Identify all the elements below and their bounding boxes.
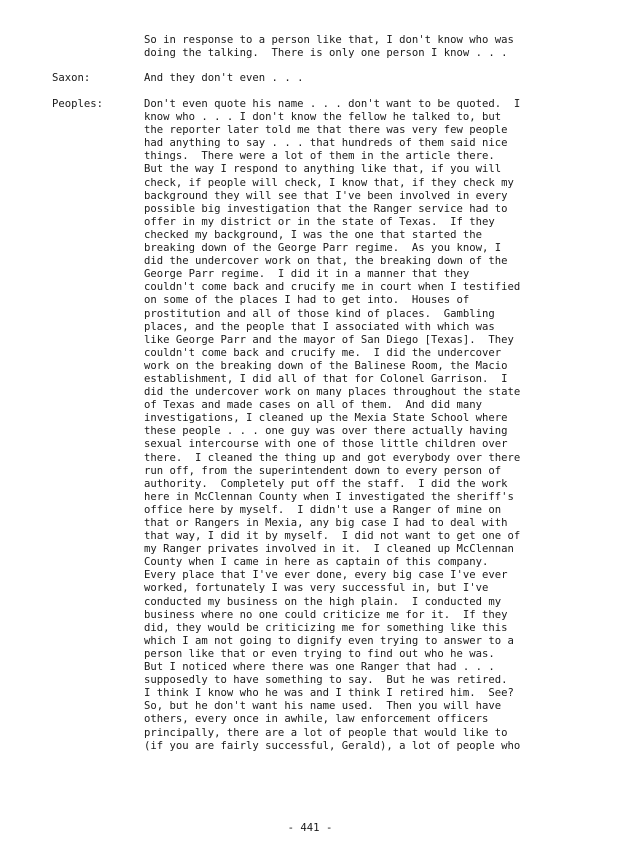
continuation-paragraph: [144, 34, 604, 60]
text-line: on some of the places I had to get into. Houses of: [144, 294, 470, 307]
text-line: places, and the people that I associated with which was: [144, 320, 495, 333]
text-line: George Parr regime. I did it in a manner that they: [144, 268, 470, 281]
text-line: County when I came in here as captain of this company.: [144, 556, 489, 569]
text-line: offer in my district or in the state of Texas. If they: [144, 215, 495, 228]
text-line: So, but he don't want his name used. Then you will have: [144, 700, 502, 713]
text-line: supposedly to have something to say. But he was retired.: [144, 674, 508, 687]
text-line: prostitution and all of those kind of places. Gambling: [144, 307, 495, 320]
text-line: couldn't come back and crucify me in court when I testified: [144, 281, 521, 294]
peoples-utterance: [144, 98, 604, 753]
text-line: others, every once in awhile, law enforcement officers: [144, 713, 489, 726]
text-line: checked my background, I was the one that started the: [144, 228, 483, 241]
text-line: check, if people will check, I know that, if they check my: [144, 176, 514, 189]
text-line: these people . . . one guy was over there actually having: [144, 425, 508, 438]
text-line: had anything to say . . . that hundreds of them said nice: [144, 137, 508, 150]
text-line: things. There were a lot of them in the article there.: [144, 150, 495, 163]
text-line: there. I cleaned the thing up and got everybody over there: [144, 451, 521, 464]
text-line: I think I know who he was and I think I retired him. See?: [144, 687, 514, 700]
text-line: that or Rangers in Mexia, any big case I had to deal with: [144, 517, 508, 529]
saxon-utterance: [144, 72, 604, 85]
text-line: work on the breaking down of the Balinese Room, the Macio: [144, 359, 508, 372]
text-line: authority. Completely put off the staff. I did the work: [144, 477, 508, 490]
text-line: principally, there are a lot of people that would like to: [144, 726, 508, 739]
text-line: did the undercover work on many places throughout the state: [144, 386, 521, 399]
text-line: did, they would be criticizing me for something like this: [144, 621, 508, 634]
speaker-label-peoples: Peoples:: [52, 98, 104, 110]
text-line: the reporter later told me that there was very few people: [144, 124, 508, 137]
text-line: couldn't come back and crucify me. I did the undercover: [144, 346, 502, 359]
text-line: of Texas and made cases on all of them. And did many: [144, 399, 483, 412]
text-line: Every place that I've ever done, every big case I've ever: [144, 569, 508, 582]
text-line: (if you are fairly successful, Gerald), a lot of people who: [144, 739, 521, 752]
text-line: like George Parr and the mayor of San Diego [Texas]. They: [144, 333, 514, 346]
text-line: Don't even quote his name . . . don't want to be quoted. I: [144, 98, 521, 110]
text-line: business where no one could criticize me for it. If they: [144, 608, 508, 621]
text-line: And they don't even . . .: [144, 72, 304, 84]
text-line: investigations, I cleaned up the Mexia State School where: [144, 412, 508, 425]
text-line: person like that or even trying to find out who he was.: [144, 647, 495, 660]
text-line: worked, fortunately I was very successful in, but I've: [144, 582, 489, 595]
speaker-label-saxon: Saxon:: [52, 72, 91, 84]
text-line: run off, from the superintendent down to every person of: [144, 464, 502, 477]
text-line: So in response to a person like that, I don't know who was: [144, 34, 514, 46]
text-line: office here by myself. I didn't use a Ranger of mine on: [144, 503, 502, 516]
text-line: conducted my business on the high plain. I conducted my: [144, 595, 502, 608]
text-line: know who . . . I don't know the fellow he talked to, but: [144, 111, 502, 124]
text-line: my Ranger privates involved in it. I cleaned up McClennan: [144, 543, 514, 556]
text-line: establishment, I did all of that for Colonel Garrison. I: [144, 372, 508, 385]
page-number: - 441 -: [287, 822, 333, 834]
text-line: that way, I did it by myself. I did not want to get one of: [144, 530, 521, 543]
text-line: background they will see that I've been involved in every: [144, 189, 508, 202]
text-line: doing the talking. There is only one person I know . . .: [144, 47, 508, 60]
text-line: which I am not going to dignify even trying to answer to a: [144, 634, 514, 647]
text-line: breaking down of the George Parr regime. As you know, I: [144, 242, 502, 255]
text-line: But the way I respond to anything like that, if you will: [144, 163, 502, 176]
text-line: possible big investigation that the Ranger service had to: [144, 202, 508, 215]
text-line: But I noticed where there was one Ranger that had . . .: [144, 661, 495, 674]
text-line: here in McClennan County when I investigated the sheriff's: [144, 490, 514, 503]
text-line: sexual intercourse with one of those little children over: [144, 438, 508, 451]
text-line: did the undercover work on that, the breaking down of the: [144, 255, 508, 268]
